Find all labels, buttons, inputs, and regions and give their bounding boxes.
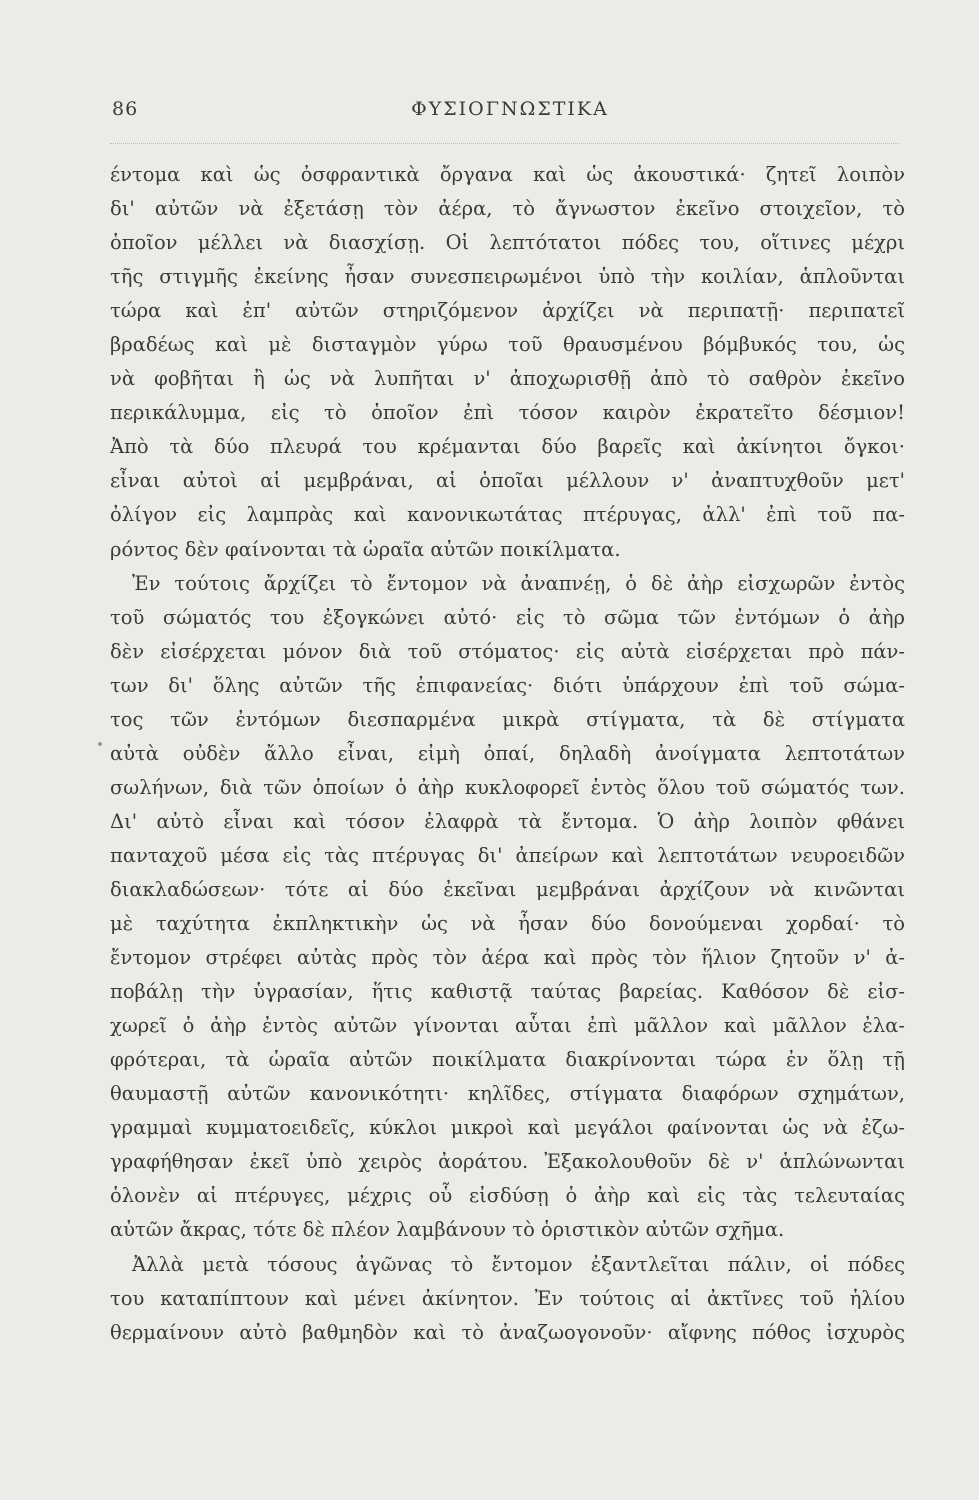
text-line: τος τῶν ἐντόμων διεσπαρμένα μικρὰ στίγματα, τὰ δὲ στίγματα — [110, 707, 905, 731]
text-line: τώρα καὶ ἐπ' αὐτῶν στηριζόμενον ἀρχίζει νὰ περιπατῇ· περιπατεῖ — [110, 299, 905, 323]
page-header — [110, 98, 910, 128]
text-line: διακλαδώσεων· τότε αἱ δύο ἐκεῖναι μεμβράναι ἀρχίζουν νὰ κινῶνται — [110, 877, 905, 901]
header-rule — [110, 143, 900, 144]
text-line: των δι' ὅλης αὐτῶν τῆς ἐπιφανείας· διότι ὑπάρχουν ἐπὶ τοῦ σώμα- — [110, 673, 905, 697]
text-line: αὐτὰ οὐδὲν ἄλλο εἶναι, εἰμὴ ὀπαί, δηλαδὴ ἀνοίγματα λεπτοτάτων — [110, 741, 905, 765]
page-number: 86 — [112, 98, 139, 120]
text-line: Ἀλλὰ μετὰ τόσους ἀγῶνας τὸ ἔντομον ἐξαντλεῖται πάλιν, οἱ πόδες — [132, 1252, 905, 1276]
text-line: γραφήθησαν ἐκεῖ ὑπὸ χειρὸς ἀοράτου. Ἐξακολουθοῦν δὲ ν' ἁπλώνωνται — [110, 1150, 905, 1174]
text-line: Ἀπὸ τὰ δύο πλευρά του κρέμανται δύο βαρεῖς καὶ ἀκίνητοι ὄγκοι· — [110, 435, 905, 459]
text-line: τοῦ σώματός του ἐξογκώνει αὐτό· εἰς τὸ σῶμα τῶν ἐντόμων ὁ ἀὴρ — [110, 605, 905, 629]
text-line: δι' αὐτῶν νὰ ἐξετάσῃ τὸν ἀέρα, τὸ ἄγνωστον ἐκεῖνο στοιχεῖον, τὸ — [110, 197, 905, 221]
text-line: φρότεραι, τὰ ὡραῖα αὐτῶν ποικίλματα διακρίνονται τώρα ἐν ὅλῃ τῇ — [110, 1048, 905, 1072]
text-line: εἶναι αὐτοὶ αἱ μεμβράναι, αἱ ὁποῖαι μέλλουν ν' ἀναπτυχθοῦν μετ' — [110, 469, 905, 493]
text-line: ὁλονὲν αἱ πτέρυγες, μέχρις οὗ εἰσδύσῃ ὁ ἀὴρ καὶ εἰς τὰς τελευταίας — [110, 1184, 905, 1208]
text-line: θερμαίνουν αὐτὸ βαθμηδὸν καὶ τὸ ἀναζωογονοῦν· αἴφνης πόθος ἰσχυρὸς — [110, 1320, 905, 1344]
text-line: νὰ φοβῆται ἢ ὡς νὰ λυπῆται ν' ἀποχωρισθῇ ἀπὸ τὸ σαθρὸν ἐκεῖνο — [110, 367, 905, 391]
text-line: θαυμαστῇ αὐτῶν κανονικότητι· κηλῖδες, στίγματα διαφόρων σχημάτων, — [110, 1082, 905, 1106]
text-line: χωρεῖ ὁ ἀὴρ ἐντὸς αὐτῶν γίνονται αὗται ἐπὶ μᾶλλον καὶ μᾶλλον ἐλα- — [110, 1014, 905, 1038]
text-line: Δι' αὐτὸ εἶναι καὶ τόσον ἐλαφρὰ τὰ ἔντομα. Ὁ ἀὴρ λοιπὸν φθάνει — [110, 809, 905, 833]
text-line: περικάλυμμα, εἰς τὸ ὁποῖον ἐπὶ τόσον καιρὸν ἐκρατεῖτο δέσμιον! — [110, 401, 905, 425]
text-line: ὀλίγον εἰς λαμπρὰς καὶ κανονικωτάτας πτέρυγας, ἀλλ' ἐπὶ τοῦ πα- — [110, 503, 905, 527]
body-text — [110, 158, 905, 1350]
text-line: μὲ ταχύτητα ἐκπληκτικὴν ὡς νὰ ἦσαν δύο δονούμεναι χορδαί· τὸ — [110, 912, 905, 936]
text-line: ἔντομον στρέφει αὐτὰς πρὸς τὸν ἀέρα καὶ πρὸς τὸν ἥλιον ζητοῦν ν' ἀ- — [110, 946, 905, 970]
running-title: ΦΥΣΙΟΓΝΩΣΤΙΚΑ — [411, 98, 609, 120]
text-line: ὁποῖον μέλλει νὰ διασχίσῃ. Οἱ λεπτότατοι πόδες του, οἵτινες μέχρι — [110, 231, 905, 255]
text-line: ρόντος δὲν φαίνονται τὰ ὡραῖα αὐτῶν ποικίλματα. — [110, 537, 621, 561]
text-line: του καταπίπτουν καὶ μένει ἀκίνητον. Ἐν τούτοις αἱ ἀκτῖνες τοῦ ἡλίου — [110, 1286, 905, 1310]
text-line: δὲν εἰσέρχεται μόνον διὰ τοῦ στόματος· εἰς αὐτὰ εἰσέρχεται πρὸ πάν- — [110, 639, 905, 663]
text-line: ποβάλῃ τὴν ὑγρασίαν, ἥτις καθιστᾷ ταύτας βαρείας. Καθόσον δὲ εἰσ- — [110, 980, 905, 1004]
text-line: πανταχοῦ μέσα εἰς τὰς πτέρυγας δι' ἀπείρων καὶ λεπτοτάτων νευροειδῶν — [110, 843, 905, 867]
text-line: τῆς στιγμῆς ἐκείνης ἦσαν συνεσπειρωμένοι ὑπὸ τὴν κοιλίαν, ἁπλοῦνται — [110, 265, 905, 289]
text-line: Ἐν τούτοις ἄρχίζει τὸ ἔντομον νὰ ἀναπνέῃ, ὁ δὲ ἀὴρ εἰσχωρῶν ἐντὸς — [132, 571, 905, 595]
text-line: σωλήνων, διὰ τῶν ὁποίων ὁ ἀὴρ κυκλοφορεῖ ἐντὸς ὅλου τοῦ σώματός των. — [110, 775, 905, 799]
print-speck — [98, 742, 102, 746]
text-line: έντομα καὶ ὡς ὀσφραντικὰ ὄργανα καὶ ὡς ἀκουστικά· ζητεῖ λοιπὸν — [110, 163, 905, 186]
text-line: γραμμαὶ κυμματοειδεῖς, κύκλοι μικροὶ καὶ μεγάλοι φαίνονται ὡς νὰ ἐζω- — [110, 1116, 905, 1140]
text-line: βραδέως καὶ μὲ δισταγμὸν γύρω τοῦ θραυσμένου βόμβυκός του, ὡς — [110, 333, 905, 357]
text-line: αὐτῶν ἄκρας, τότε δὲ πλέον λαμβάνουν τὸ ὁριστικὸν αὐτῶν σχῆμα. — [110, 1218, 785, 1242]
